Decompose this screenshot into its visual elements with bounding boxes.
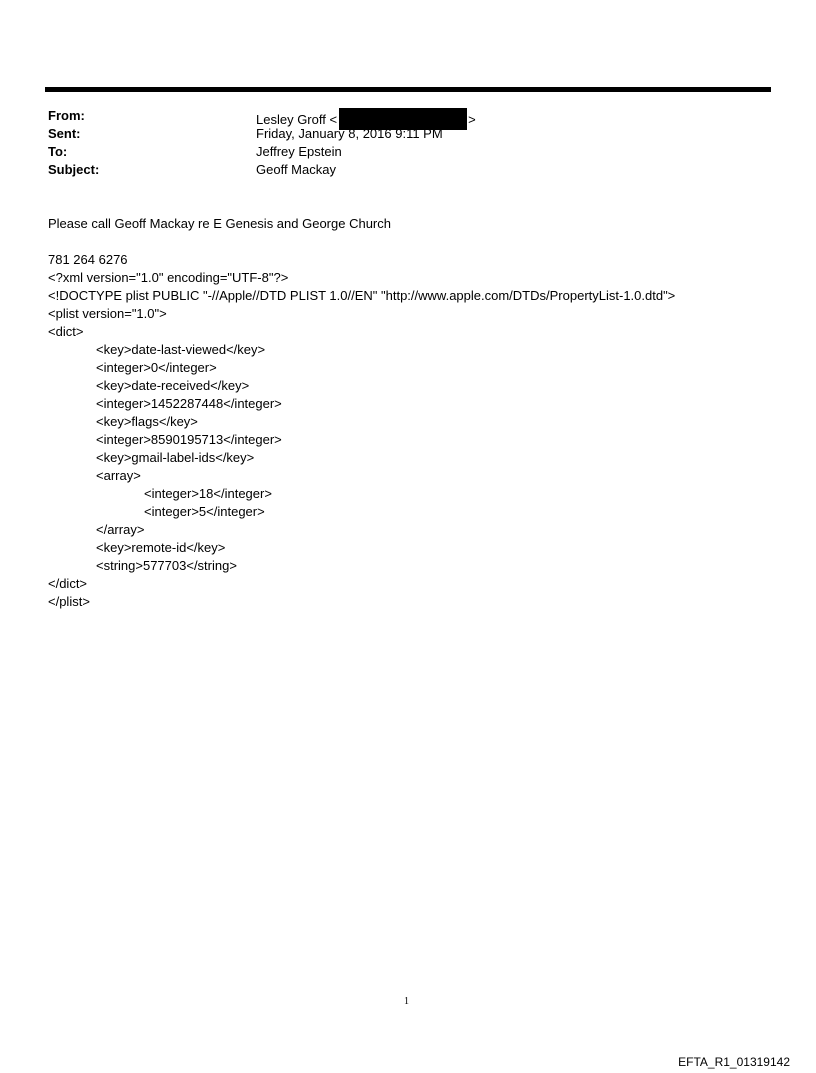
plist-line: <key>remote-id</key> — [96, 540, 226, 555]
bates-number: EFTA_R1_01319142 — [678, 1055, 790, 1069]
subject-label: Subject: — [48, 162, 100, 177]
plist-line: </plist> — [48, 594, 90, 609]
plist-line: <key>gmail-label-ids</key> — [96, 450, 255, 465]
plist-line: <!DOCTYPE plist PUBLIC "-//Apple//DTD PLIST 1.0//EN" "http://www.apple.com/DTDs/PropertyList-1.0.dtd"> — [48, 288, 676, 303]
plist-line: <integer>5</integer> — [144, 504, 265, 519]
phone-number: 781 264 6276 — [48, 252, 128, 267]
subject-value: Geoff Mackay — [256, 162, 336, 177]
plist-line: <dict> — [48, 324, 84, 339]
plist-line: </dict> — [48, 576, 88, 591]
to-value: Jeffrey Epstein — [256, 144, 342, 159]
plist-line: <array> — [96, 468, 141, 483]
plist-line: <integer>0</integer> — [96, 360, 217, 375]
from-close-bracket: > — [468, 112, 476, 127]
to-label: To: — [48, 144, 68, 159]
header-rule — [45, 87, 771, 92]
plist-line: <integer>8590195713</integer> — [96, 432, 282, 447]
plist-line: </array> — [96, 522, 145, 537]
sent-value: Friday, January 8, 2016 9:11 PM — [256, 126, 443, 141]
plist-line: <key>date-received</key> — [96, 378, 250, 393]
message-text: Please call Geoff Mackay re E Genesis and George Church — [48, 216, 391, 231]
from-open-bracket: < — [329, 112, 338, 127]
from-label: From: — [48, 108, 85, 123]
plist-line: <integer>1452287448</integer> — [96, 396, 282, 411]
sent-label: Sent: — [48, 126, 81, 141]
plist-line: <string>577703</string> — [96, 558, 237, 573]
plist-line: <integer>18</integer> — [144, 486, 272, 501]
page-number: 1 — [404, 996, 409, 1007]
plist-line: <key>flags</key> — [96, 414, 198, 429]
from-name: Lesley Groff — [256, 112, 326, 127]
plist-line: <plist version="1.0"> — [48, 306, 167, 321]
plist-line: <?xml version="1.0" encoding="UTF-8"?> — [48, 270, 289, 285]
plist-line: <key>date-last-viewed</key> — [96, 342, 266, 357]
